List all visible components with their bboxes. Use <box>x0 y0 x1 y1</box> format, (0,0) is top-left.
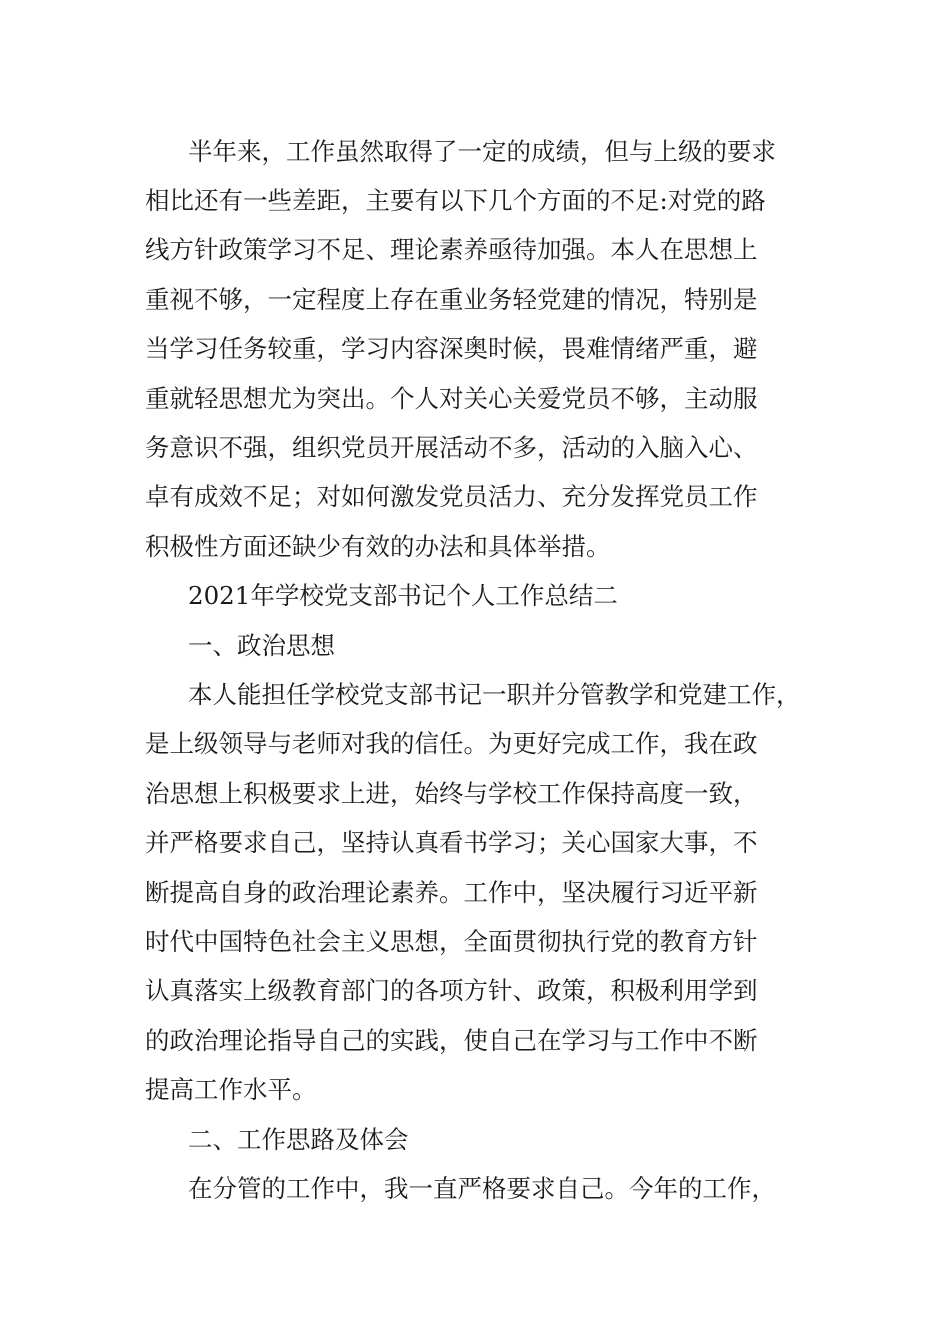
paragraph-line: 卓有成效不足；对如何激发党员活力、充分发挥党员工作 <box>145 482 758 511</box>
paragraph-line: 是上级领导与老师对我的信任。为更好完成工作，我在政 <box>145 729 758 758</box>
paragraph-line: 的政治理论指导自己的实践，使自己在学习与工作中不断 <box>145 1026 758 1055</box>
paragraph-line: 本人能担任学校党支部书记一职并分管教学和党建工作， <box>188 680 801 709</box>
paragraph-line: 相比还有一些差距，主要有以下几个方面的不足:对党的路 <box>145 186 766 215</box>
paragraph-line: 并严格要求自己，坚持认真看书学习；关心国家大事，不 <box>145 828 758 857</box>
paragraph-line: 积极性方面还缺少有效的办法和具体举措。 <box>145 532 611 561</box>
paragraph-line: 时代中国特色社会主义思想，全面贯彻执行党的教育方针 <box>145 927 758 956</box>
paragraph-line: 半年来，工作虽然取得了一定的成绩，但与上级的要求 <box>188 137 776 166</box>
paragraph-line: 线方针政策学习不足、理论素养亟待加强。本人在思想上 <box>145 235 758 264</box>
paragraph-line: 当学习任务较重，学习内容深奥时候，畏难情绪严重，避 <box>145 334 758 363</box>
paragraph-line: 在分管的工作中，我一直严格要求自己。今年的工作， <box>188 1174 776 1203</box>
paragraph-line: 治思想上积极要求上进，始终与学校工作保持高度一致， <box>145 779 758 808</box>
paragraph-line: 认真落实上级教育部门的各项方针、政策，积极利用学到 <box>145 976 758 1005</box>
paragraph-line: 务意识不强，组织党员开展活动不多，活动的入脑入心、 <box>145 433 758 462</box>
section-title: 2021年学校党支部书记个人工作总结二 <box>188 581 618 610</box>
paragraph-line: 重就轻思想尤为突出。个人对关心关爱党员不够，主动服 <box>145 384 758 413</box>
section-heading: 二、工作思路及体会 <box>188 1125 409 1154</box>
paragraph-line: 重视不够，一定程度上存在重业务轻党建的情况，特别是 <box>145 285 758 314</box>
paragraph-line: 断提高自身的政治理论素养。工作中，坚决履行习近平新 <box>145 878 758 907</box>
section-heading: 一、政治思想 <box>188 631 335 660</box>
paragraph-line: 提高工作水平。 <box>145 1075 317 1104</box>
